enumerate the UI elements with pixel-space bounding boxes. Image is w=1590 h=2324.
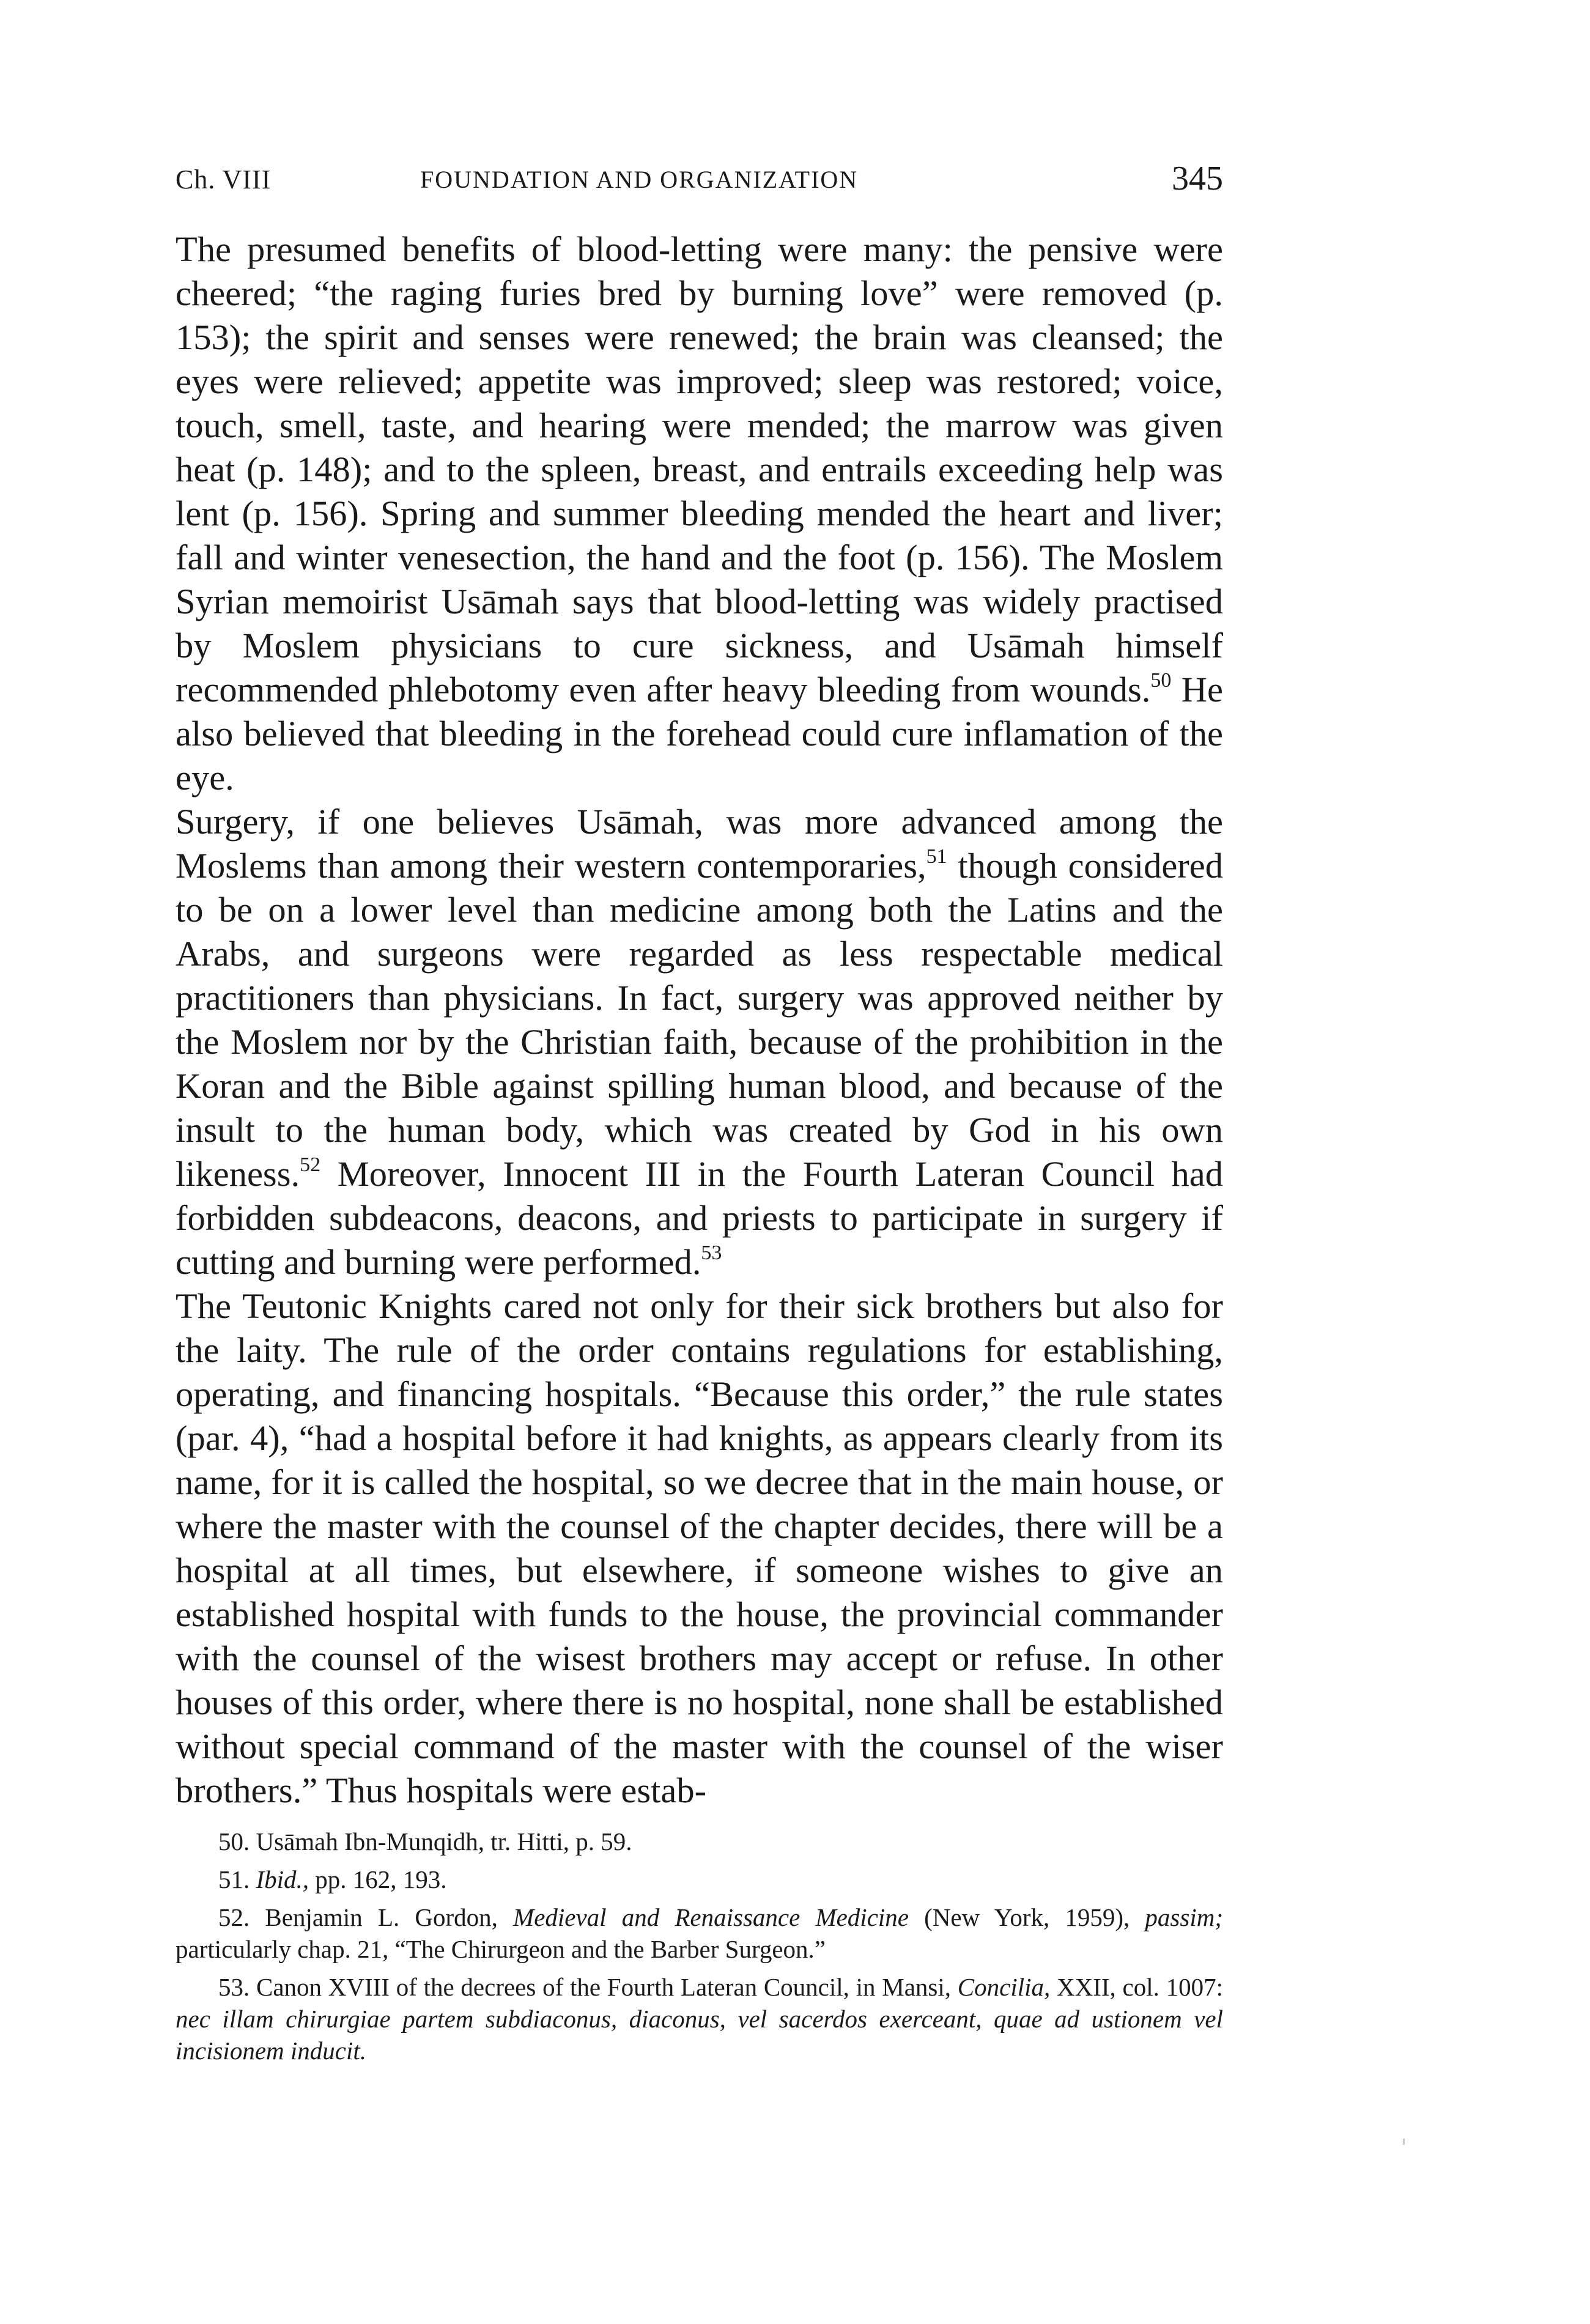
footnote-text: Usāmah Ibn-Munqidh, tr. Hitti, p. 59. bbox=[250, 1827, 632, 1856]
paper-speck bbox=[1403, 2139, 1405, 2145]
footnote-number: 50. bbox=[218, 1827, 250, 1856]
footnote-ref-51: 51 bbox=[926, 845, 947, 868]
paragraph-text: Moreover, Innocent III in the Fourth Lateran Council had forbidden subdeacons, deacons, and priests to participate in surgery if cutting and burning were performed. bbox=[176, 1154, 1223, 1282]
footnote-number: 53. bbox=[218, 1973, 250, 2001]
footnote-text: (New York, 1959), bbox=[908, 1903, 1145, 1931]
footnote-number: 52. bbox=[218, 1903, 250, 1931]
footnote-text: XXII, col. 1007: bbox=[1050, 1973, 1223, 2001]
footnote-ref-52: 52 bbox=[300, 1153, 321, 1176]
body-text bbox=[176, 228, 1223, 1813]
paragraph-text: The Teutonic Knights cared not only for their sick brothers but also for the laity. The rule of the order contains regulations for establishing, operating, and financing hospitals. “Because this order,” the rule states (par. 4), “had a hospital before it had knights, as appears clearly from its name, for it is called the hospital, so we decree that in the main house, or where the master with the counsel of the chapter decides, there will be a hospital at all times, but elsewhere, if someone wishes to give an established hospital with funds to the house, the provincial commander with the counsel of the wisest brothers may accept or refuse. In other houses of this order, where there is no hospital, none shall be established without special command of the master with the counsel of the wiser brothers.” Thus hospitals were estab- bbox=[176, 1286, 1223, 1810]
footnote-passim: passim; bbox=[1145, 1903, 1223, 1931]
footnote-text: particularly chap. 21, “The Chirurgeon and the Barber Surgeon.” bbox=[176, 1935, 826, 1963]
footnote-text: Benjamin L. Gordon, bbox=[250, 1903, 514, 1931]
footnote-text: pp. 162, 193. bbox=[309, 1865, 447, 1893]
paragraph-text: He also believed that bleeding in the forehead could cure inflamation of the eye. bbox=[176, 670, 1223, 797]
footnote-text: Canon XVIII of the decrees of the Fourth Lateran Council, in Mansi, bbox=[250, 1973, 958, 2001]
footnote-ref-50: 50 bbox=[1150, 669, 1172, 692]
footnote-latin-quote: nec illam chirurgiae partem subdiaconus, diaconus, vel sacerdos exerceant, quae ad ustionem vel incisionem inducit. bbox=[176, 2005, 1223, 2065]
footnote-53 bbox=[176, 1971, 1223, 2067]
running-title: FOUNDATION AND ORGANIZATION bbox=[420, 166, 859, 193]
running-header bbox=[176, 153, 1223, 202]
footnote-book-title: Medieval and Renaissance Medicine bbox=[513, 1903, 909, 1931]
footnote-concilia: Concilia, bbox=[957, 1973, 1051, 2001]
footnote-ibid: Ibid., bbox=[256, 1865, 309, 1893]
footnote-number: 51. bbox=[218, 1865, 250, 1893]
paragraph-hospitals bbox=[176, 1284, 1223, 1813]
footnote-ref-53: 53 bbox=[701, 1242, 722, 1264]
footnotes bbox=[176, 1826, 1223, 2073]
paragraph-text: though considered to be on a lower level than medicine among both the Latins and the Arabs, and surgeons were regarded as less respectable medical practitioners than physicians. In fact, surgery was approved neither by the Moslem nor by the Christian faith, because of the prohibition in the Koran and the Bible against spilling human blood, and because of the insult to the human body, which was created by God in his own likeness. bbox=[176, 846, 1224, 1194]
chapter-label: Ch. VIII bbox=[176, 165, 272, 194]
paragraph-text: Surgery, if one believes Usāmah, was more advanced among the Moslems than among their western contemporaries, bbox=[176, 802, 1223, 886]
footnote-51 bbox=[176, 1863, 1223, 1895]
page-number: 345 bbox=[1172, 160, 1223, 198]
paragraph-surgery bbox=[176, 800, 1223, 1284]
footnote-50 bbox=[176, 1826, 1223, 1857]
paragraph-bloodletting bbox=[176, 228, 1223, 800]
paragraph-text: The presumed benefits of blood-letting were many: the pensive were cheered; “the raging furies bred by burning love” were removed (p. 153); the spirit and senses were renewed; the brain was cleansed; the eyes were relieved; appetite was improved; sleep was restored; voice, touch, smell, taste, and hearing were mended; the marrow was given heat (p. 148); and to the spleen, breast, and entrails exceeding help was lent (p. 156). Spring and summer bleeding mended the heart and liver; fall and winter venesection, the hand and the foot (p. 156). The Moslem Syrian memoirist Usāmah says that blood-letting was widely practised by Moslem physicians to cure sickness, and Usāmah himself recommended phlebotomy even after heavy bleeding from wounds. bbox=[176, 229, 1223, 709]
footnote-52 bbox=[176, 1901, 1223, 1965]
